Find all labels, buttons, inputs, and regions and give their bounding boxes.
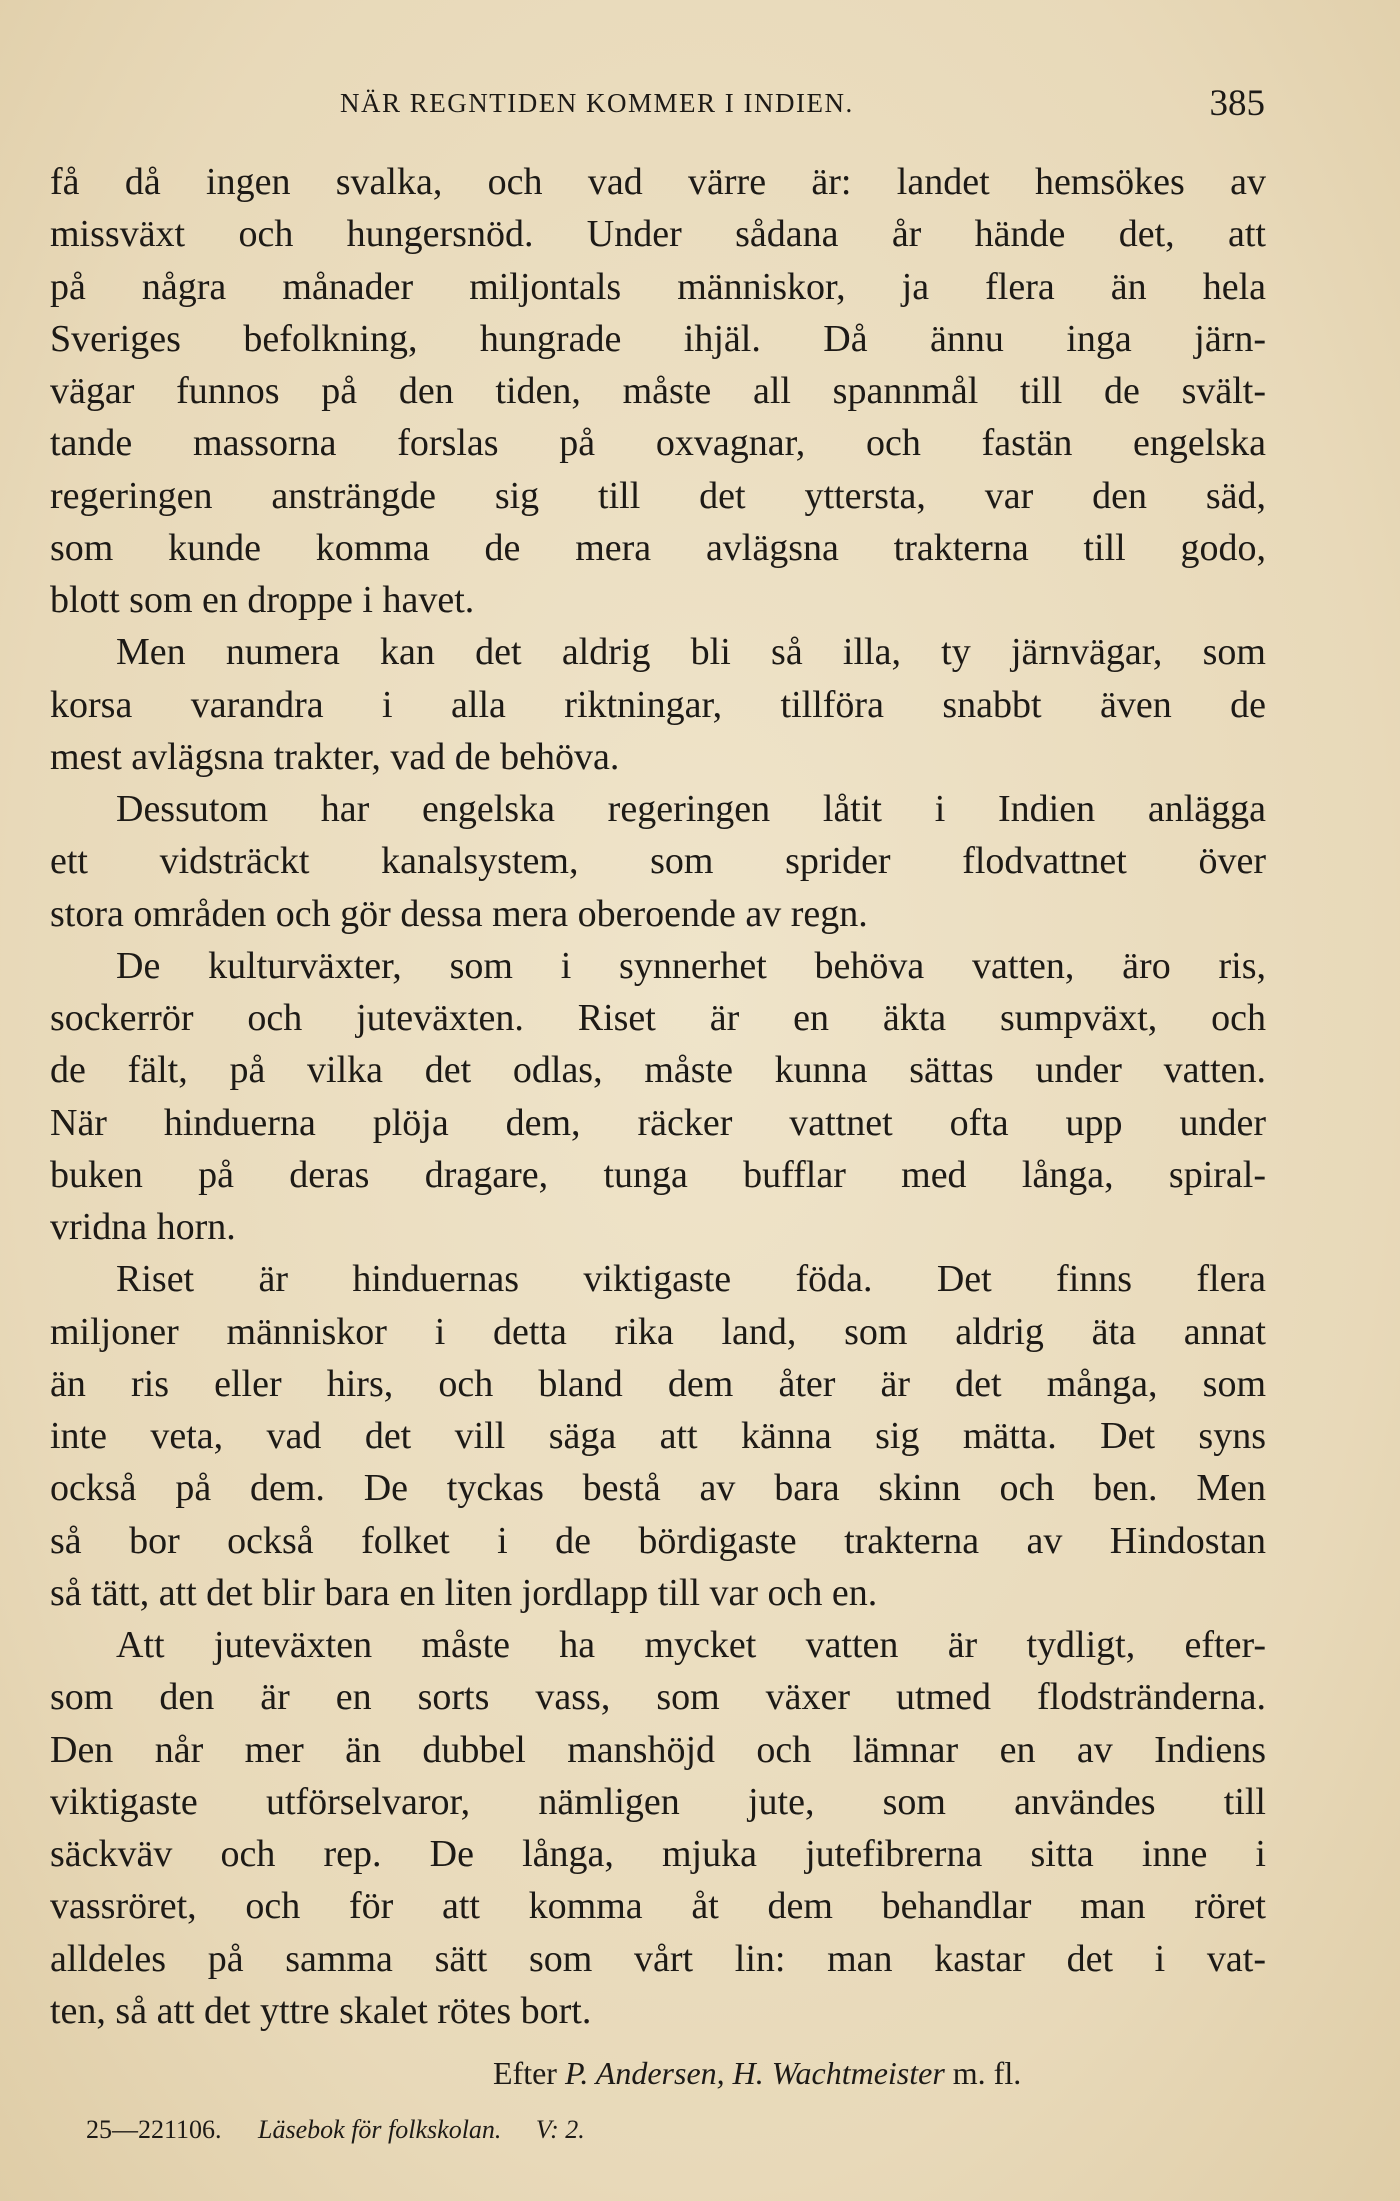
text-line: tande massorna forslas på oxvagnar, och fastän engelska	[50, 422, 1266, 465]
text-line: viktigaste utförselvaror, nämligen jute, som användes till	[50, 1780, 1266, 1823]
text-line: vägar funnos på den tiden, måste all spannmål till de svält-	[50, 370, 1266, 412]
text-line: så bor också folket i de bördigaste trakterna av Hindostan	[50, 1519, 1266, 1562]
text-line: få då ingen svalka, och vad värre är: landet hemsökes av	[50, 161, 1266, 203]
body-text	[50, 156, 1266, 2037]
text-line: Att juteväxten måste ha mycket vatten är tydligt, efter-	[116, 1624, 1266, 1666]
text-line: Sveriges befolkning, hungrade ihjäl. Då ännu inga järn-	[50, 317, 1266, 360]
text-line: mest avlägsna trakter, vad de behöva.	[50, 735, 620, 778]
attribution-authors: P. Andersen, H. Wachtmeister	[564, 2055, 945, 2091]
book-title: Läsebok för folkskolan.	[258, 2115, 502, 2144]
text-line: så tätt, att det blir bara en liten jordlapp till var och en.	[50, 1571, 878, 1614]
text-line: alldeles på samma sätt som vårt lin: man kastar det i vat-	[50, 1937, 1266, 1980]
text-line: än ris eller hirs, och bland dem åter är det många, som	[50, 1362, 1266, 1405]
text-line: Den når mer än dubbel manshöjd och lämnar en av Indiens	[50, 1728, 1266, 1771]
text-line: ten, så att det yttre skalet rötes bort.	[50, 1989, 592, 2032]
text-line: vassröret, och för att komma åt dem behandlar man röret	[50, 1885, 1266, 1928]
text-line: som den är en sorts vass, som växer utmed flodstränderna.	[50, 1676, 1266, 1719]
text-line: också på dem. De tyckas bestå av bara skinn och ben. Men	[50, 1467, 1266, 1510]
text-line: på några månader miljontals människor, ja flera än hela	[50, 265, 1266, 308]
text-line: korsa varandra i alla riktningar, tillföra snabbt även de	[50, 683, 1266, 726]
text-line: ett vidsträckt kanalsystem, som sprider flodvattnet över	[50, 840, 1266, 883]
attribution-prefix: Efter	[493, 2055, 557, 2091]
text-line: stora områden och gör dessa mera oberoende av regn.	[50, 892, 868, 935]
source-attribution	[493, 2055, 1021, 2092]
text-line: missväxt och hungersnöd. Under sådana år hände det, att	[50, 213, 1266, 256]
attribution-suffix: m. fl.	[952, 2055, 1022, 2091]
text-line: Riset är hinduernas viktigaste föda. Det finns flera	[116, 1258, 1266, 1301]
text-line: miljoner människor i detta rika land, som aldrig äta annat	[50, 1310, 1266, 1353]
text-line: blott som en droppe i havet.	[50, 579, 475, 621]
text-line: buken på deras dragare, tunga bufflar med långa, spiral-	[50, 1153, 1266, 1196]
printer-signature	[86, 2115, 585, 2145]
text-line: Dessutom har engelska regeringen låtit i Indien anlägga	[116, 788, 1266, 830]
page-header	[50, 82, 1265, 132]
text-line: vridna horn.	[50, 1206, 236, 1248]
text-line: Men numera kan det aldrig bli så illa, ty järnvägar, som	[116, 631, 1266, 674]
text-line: sockerrör och juteväxten. Riset är en äkta sumpväxt, och	[50, 997, 1266, 1039]
text-line: som kunde komma de mera avlägsna trakterna till godo,	[50, 526, 1266, 569]
text-line: De kulturväxter, som i synnerhet behöva vatten, äro ris,	[116, 944, 1266, 987]
text-line: inte veta, vad det vill säga att känna sig mätta. Det syns	[50, 1415, 1266, 1457]
text-line: regeringen ansträngde sig till det yttersta, var den säd,	[50, 474, 1266, 517]
page-number: 385	[1209, 83, 1265, 124]
text-line: de fält, på vilka det odlas, måste kunna sättas under vatten.	[50, 1049, 1266, 1092]
text-line: När hinduerna plöja dem, räcker vattnet ofta upp under	[50, 1101, 1266, 1144]
volume-number: V: 2.	[535, 2115, 585, 2144]
running-title: NÄR REGNTIDEN KOMMER I INDIEN.	[340, 88, 854, 118]
signature-mark: 25—221106.	[86, 2115, 222, 2144]
text-line: säckväv och rep. De långa, mjuka jutefibrerna sitta inne i	[50, 1833, 1266, 1875]
